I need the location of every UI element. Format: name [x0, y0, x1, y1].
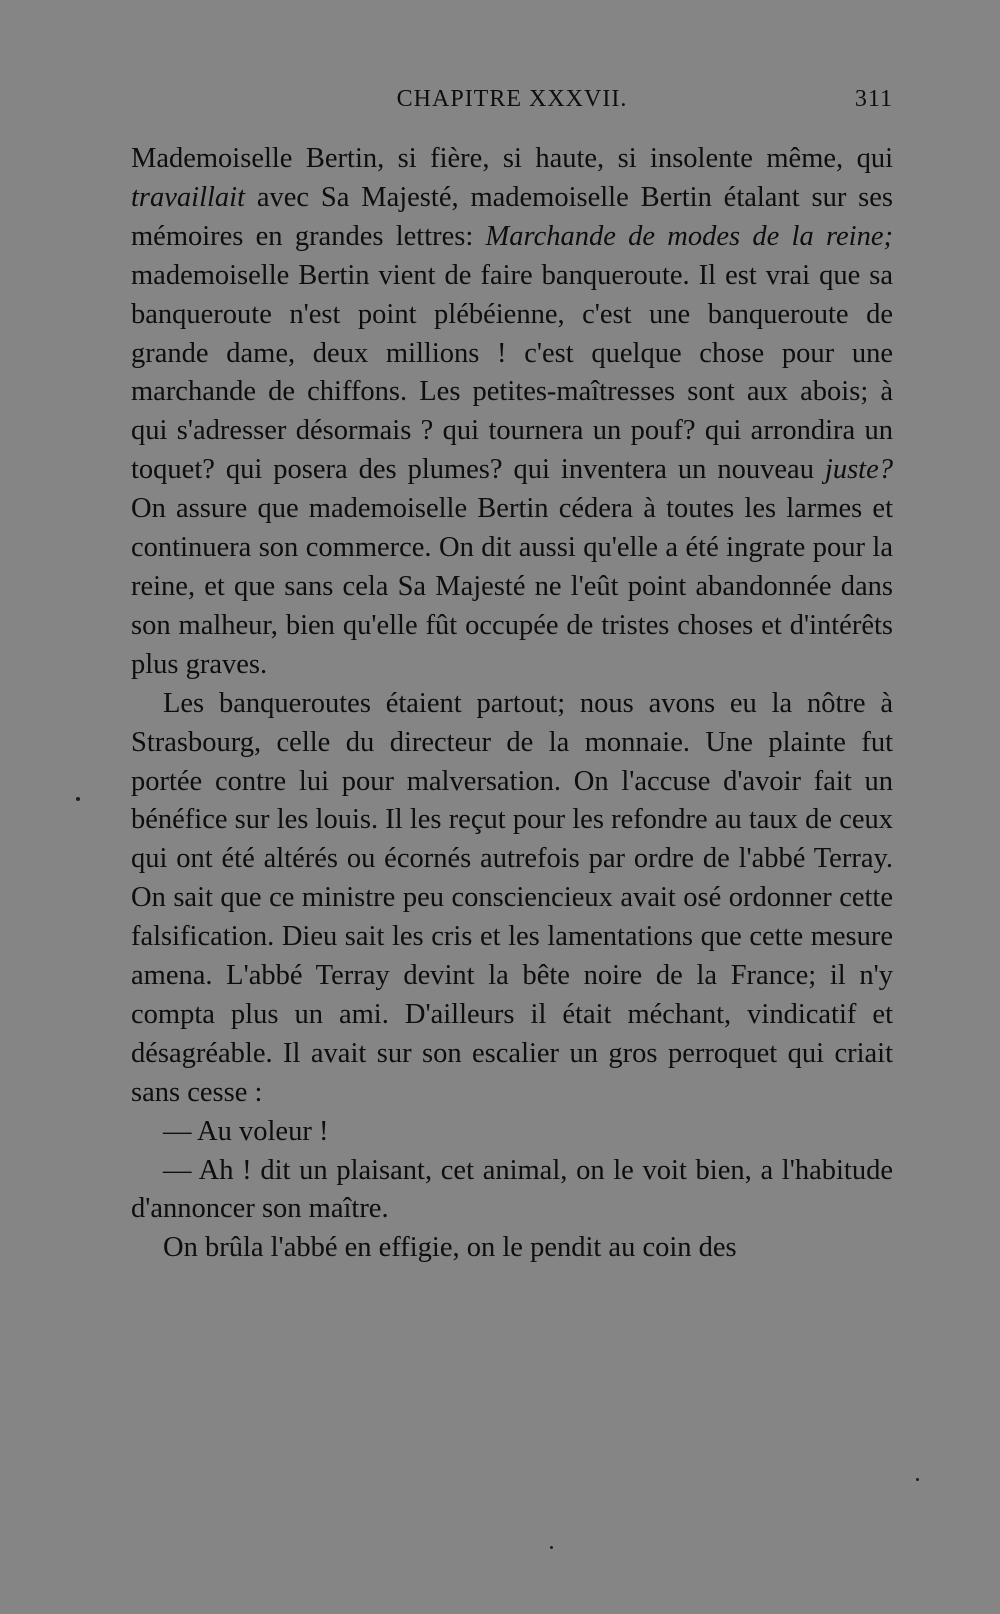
text-run: Les banqueroutes étaient partout; nous avons eu la nôtre à Strasbourg, celle du directeur de la monnaie. Une plainte fut portée contre lui pour malversation. On l'accuse d'avoir fait un bénéfice sur les louis. Il les reçut pour les refondre au taux de ceux qui ont été altérés ou écornés autrefois par ordre de l'abbé Terray. On sait que ce ministre peu consciencieux avait osé ordonner cette falsification. Dieu sait les cris et les lamentations que cette mesure amena. L'abbé Terray devint la bête noire de la France; il n'y compta plus un ami. D'ailleurs il était méchant, vindicatif et désagréable. Il avait sur son escalier un gros perroquet qui criait sans cesse :	[131, 687, 893, 1108]
text-run: On assure que mademoiselle Bertin cédera à toutes les larmes et continuera son commerce. On dit aussi qu'elle a été ingrate pour la reine, et que sans cela Sa Majesté ne l'eût point abandonnée dans son malheur, bien qu'elle fût occupée de tristes choses et d'intérêts plus graves.	[131, 493, 893, 680]
chapter-title: CHAPITRE XXXVII.	[396, 86, 628, 112]
italic-text: juste?	[824, 454, 893, 486]
paragraph	[131, 685, 893, 1113]
paragraph	[131, 140, 893, 685]
body-text	[131, 140, 893, 1268]
text-run: — Au voleur !	[163, 1115, 329, 1147]
paragraph	[131, 1152, 893, 1230]
paragraph	[131, 1229, 893, 1268]
text-run: On brûla l'abbé en effigie, on le pendit au coin des	[163, 1232, 737, 1264]
text-run: — Ah ! dit un plaisant, cet animal, on le voit bien, a l'habitude d'annoncer son maître.	[131, 1154, 893, 1225]
italic-text: travaillait	[131, 181, 245, 213]
paragraph	[131, 1113, 893, 1152]
text-run: mademoiselle Bertin vient de faire banqueroute. Il est vrai que sa banqueroute n'est point plébéienne, c'est une banqueroute de grande dame, deux millions ! c'est quelque chose pour une marchande de chiffons. Les petites-maîtresses sont aux abois; à qui s'adresser désormais ? qui tournera un pouf? qui arrondira un toquet? qui posera des plumes? qui inventera un nouveau	[131, 259, 893, 486]
italic-text: Marchande de modes de la reine;	[485, 220, 893, 252]
ink-speck	[550, 1546, 553, 1549]
running-head	[131, 86, 893, 120]
ink-speck	[76, 797, 80, 801]
ink-speck	[916, 1478, 919, 1481]
text-run: Mademoiselle Bertin, si fière, si haute, si insolente même, qui	[131, 143, 893, 174]
text-run: avec Sa Majesté, mademoiselle Bertin étalant sur ses mémoires en grandes lettres:	[131, 181, 893, 252]
page-number: 311	[854, 86, 893, 112]
